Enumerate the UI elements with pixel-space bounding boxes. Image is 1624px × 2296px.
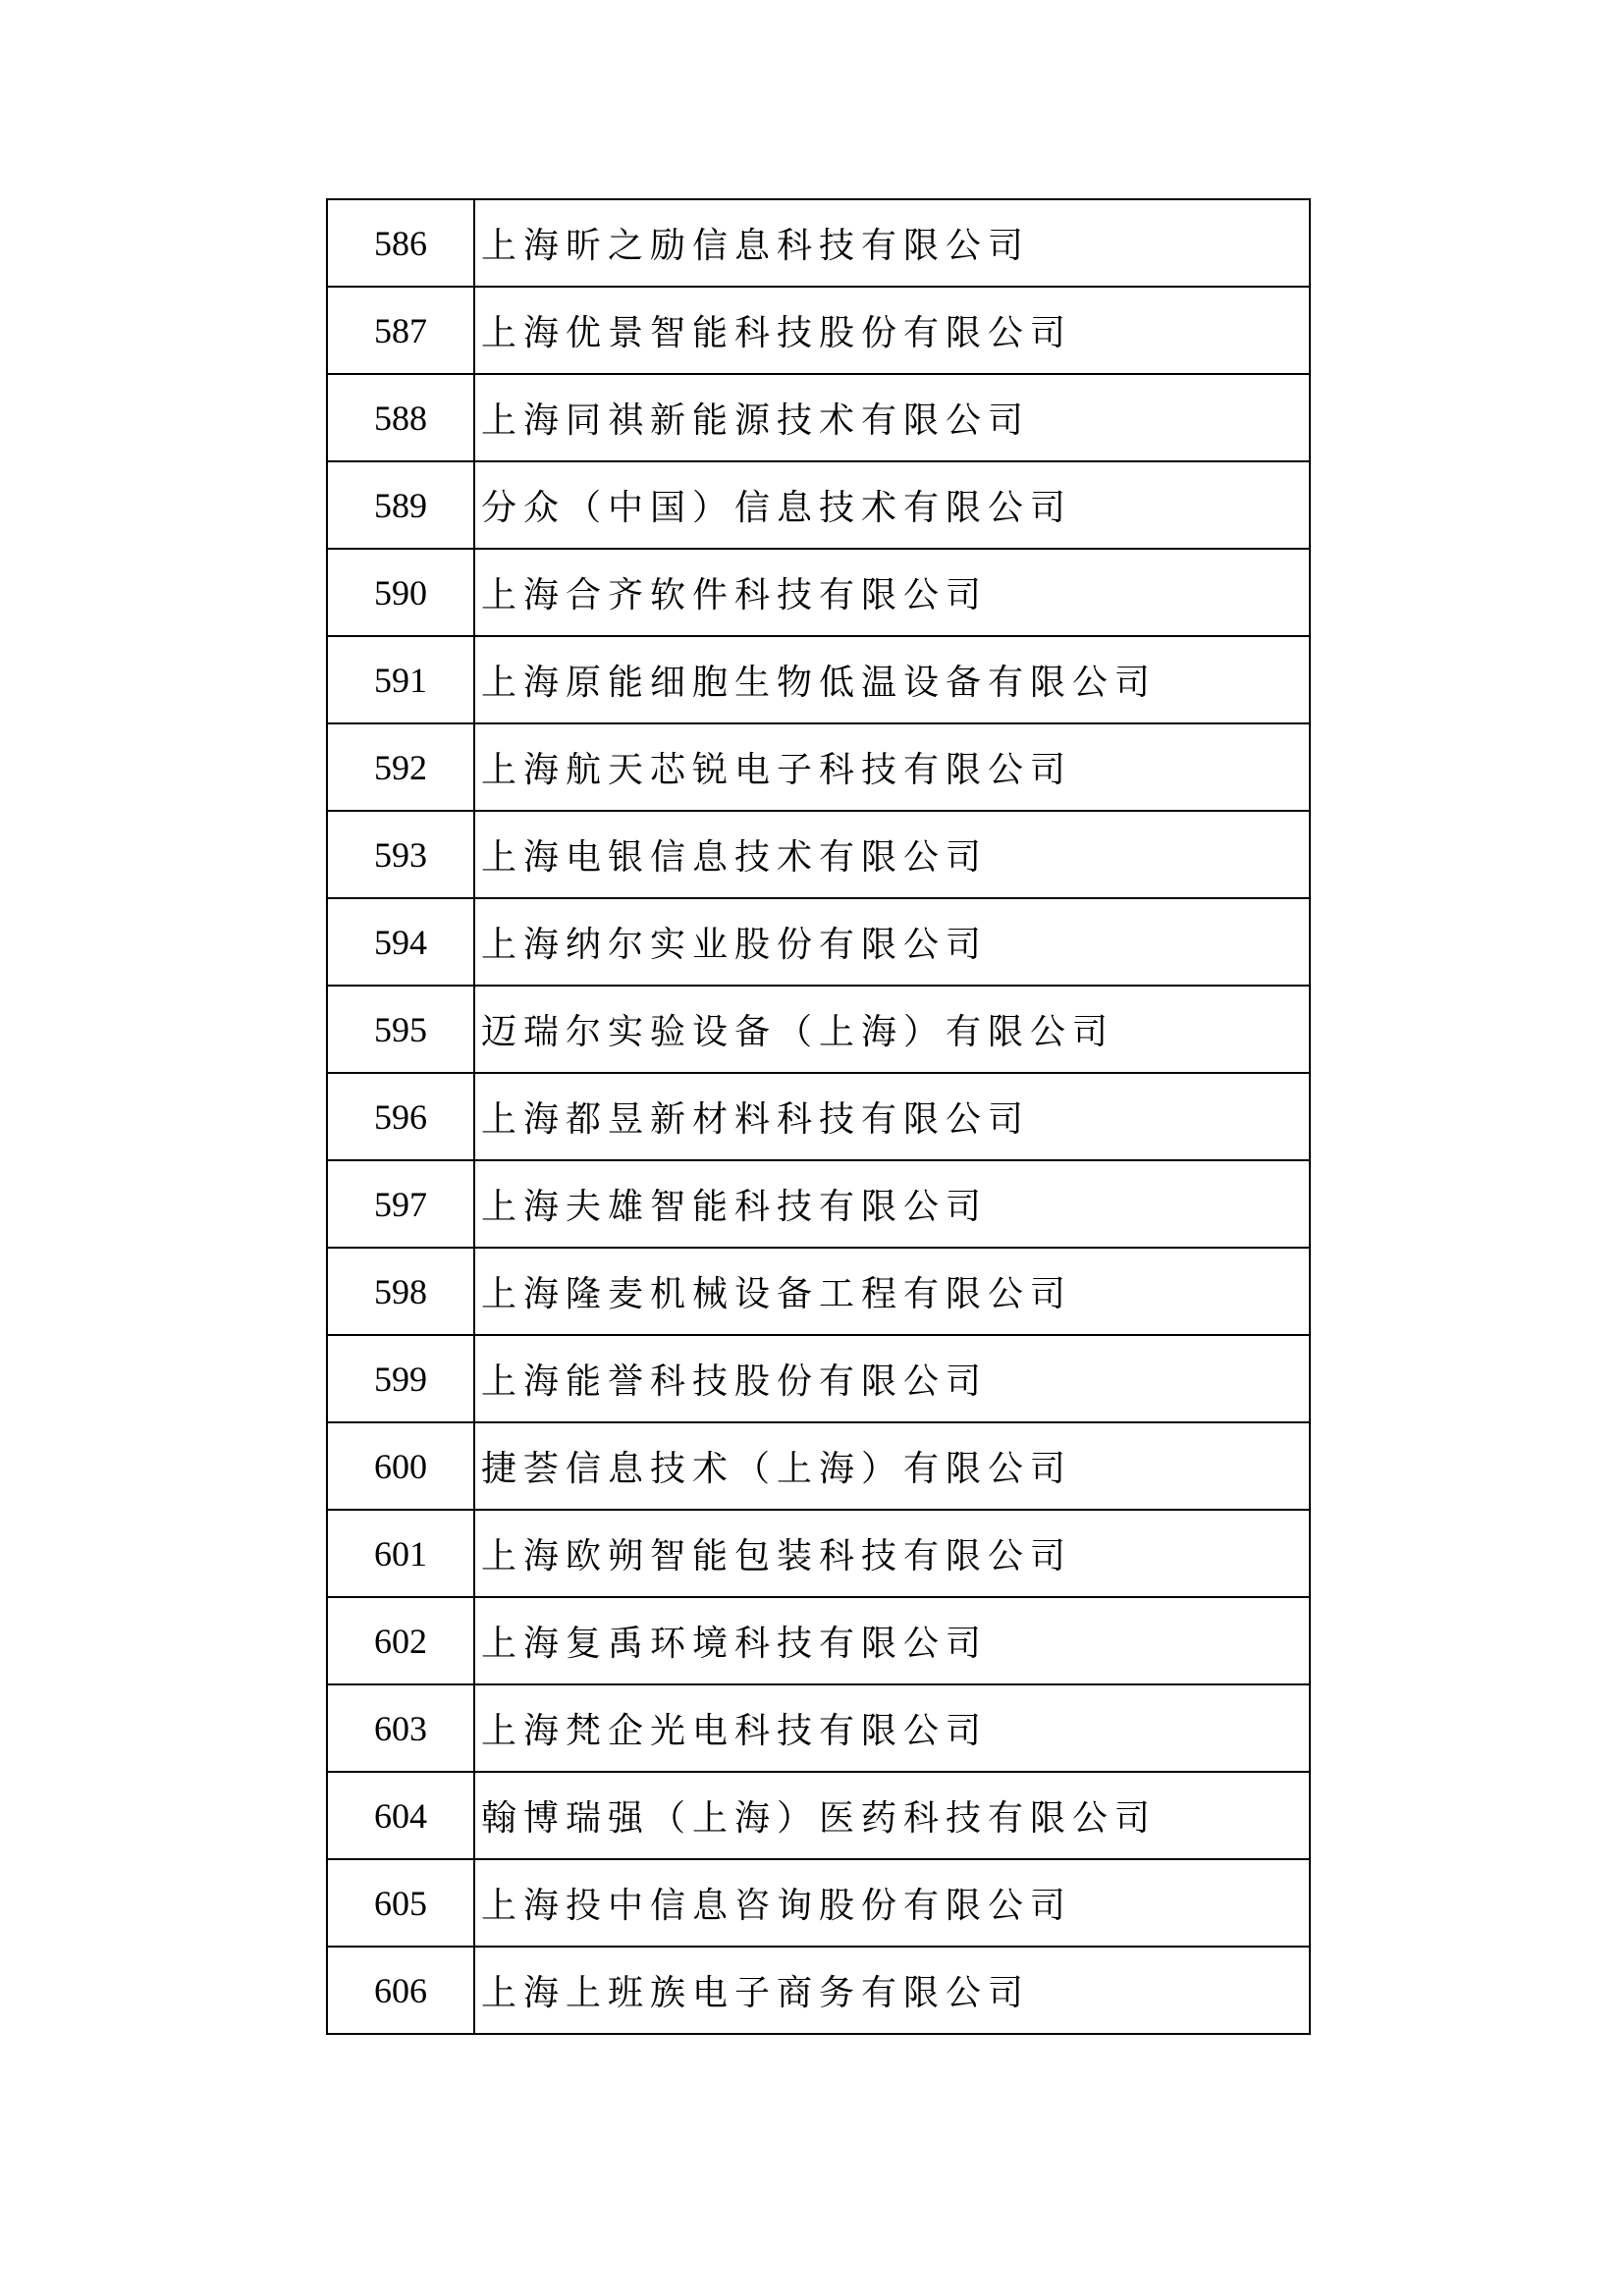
table-row (327, 1859, 1310, 1947)
row-number: 602 (327, 1597, 474, 1684)
company-name: 上海欧朔智能包装科技有限公司 (474, 1510, 1310, 1597)
company-name: 上海电银信息技术有限公司 (474, 811, 1310, 898)
row-number: 604 (327, 1772, 474, 1859)
row-number: 598 (327, 1248, 474, 1335)
company-name: 上海都昱新材料科技有限公司 (474, 1073, 1310, 1160)
company-name: 捷荟信息技术（上海）有限公司 (474, 1422, 1310, 1510)
row-number: 586 (327, 199, 474, 287)
row-number: 601 (327, 1510, 474, 1597)
row-number: 592 (327, 723, 474, 811)
row-number: 590 (327, 549, 474, 636)
row-number: 589 (327, 461, 474, 549)
company-list-body (327, 199, 1310, 2034)
row-number: 606 (327, 1947, 474, 2034)
table-row (327, 1684, 1310, 1772)
company-name: 上海原能细胞生物低温设备有限公司 (474, 636, 1310, 723)
company-name: 上海优景智能科技股份有限公司 (474, 287, 1310, 374)
company-name: 上海隆麦机械设备工程有限公司 (474, 1248, 1310, 1335)
table-row (327, 1772, 1310, 1859)
company-name: 分众（中国）信息技术有限公司 (474, 461, 1310, 549)
row-number: 591 (327, 636, 474, 723)
company-name: 上海同祺新能源技术有限公司 (474, 374, 1310, 461)
table-row (327, 461, 1310, 549)
table-row (327, 1510, 1310, 1597)
table-row (327, 1160, 1310, 1248)
table-row (327, 549, 1310, 636)
row-number: 605 (327, 1859, 474, 1947)
row-number: 593 (327, 811, 474, 898)
table-row (327, 1597, 1310, 1684)
table-row (327, 199, 1310, 287)
row-number: 599 (327, 1335, 474, 1422)
table-row (327, 287, 1310, 374)
table-row (327, 811, 1310, 898)
company-name: 上海纳尔实业股份有限公司 (474, 898, 1310, 986)
row-number: 594 (327, 898, 474, 986)
company-name: 上海上班族电子商务有限公司 (474, 1947, 1310, 2034)
table-row (327, 898, 1310, 986)
row-number: 587 (327, 287, 474, 374)
company-name: 上海合齐软件科技有限公司 (474, 549, 1310, 636)
table-row (327, 374, 1310, 461)
row-number: 603 (327, 1684, 474, 1772)
row-number: 596 (327, 1073, 474, 1160)
table-row (327, 986, 1310, 1073)
row-number: 597 (327, 1160, 474, 1248)
row-number: 595 (327, 986, 474, 1073)
company-list-table (326, 198, 1311, 2035)
table-row (327, 1073, 1310, 1160)
company-name: 上海能誉科技股份有限公司 (474, 1335, 1310, 1422)
table-row (327, 1947, 1310, 2034)
table-row (327, 1248, 1310, 1335)
company-name: 翰博瑞强（上海）医药科技有限公司 (474, 1772, 1310, 1859)
company-name: 上海投中信息咨询股份有限公司 (474, 1859, 1310, 1947)
company-name: 上海昕之励信息科技有限公司 (474, 199, 1310, 287)
company-name: 上海夫雄智能科技有限公司 (474, 1160, 1310, 1248)
company-name: 上海复禹环境科技有限公司 (474, 1597, 1310, 1684)
table-row (327, 723, 1310, 811)
table-row (327, 1335, 1310, 1422)
company-name: 上海航天芯锐电子科技有限公司 (474, 723, 1310, 811)
row-number: 600 (327, 1422, 474, 1510)
row-number: 588 (327, 374, 474, 461)
company-name: 迈瑞尔实验设备（上海）有限公司 (474, 986, 1310, 1073)
table-row (327, 1422, 1310, 1510)
table-row (327, 636, 1310, 723)
company-name: 上海梵企光电科技有限公司 (474, 1684, 1310, 1772)
